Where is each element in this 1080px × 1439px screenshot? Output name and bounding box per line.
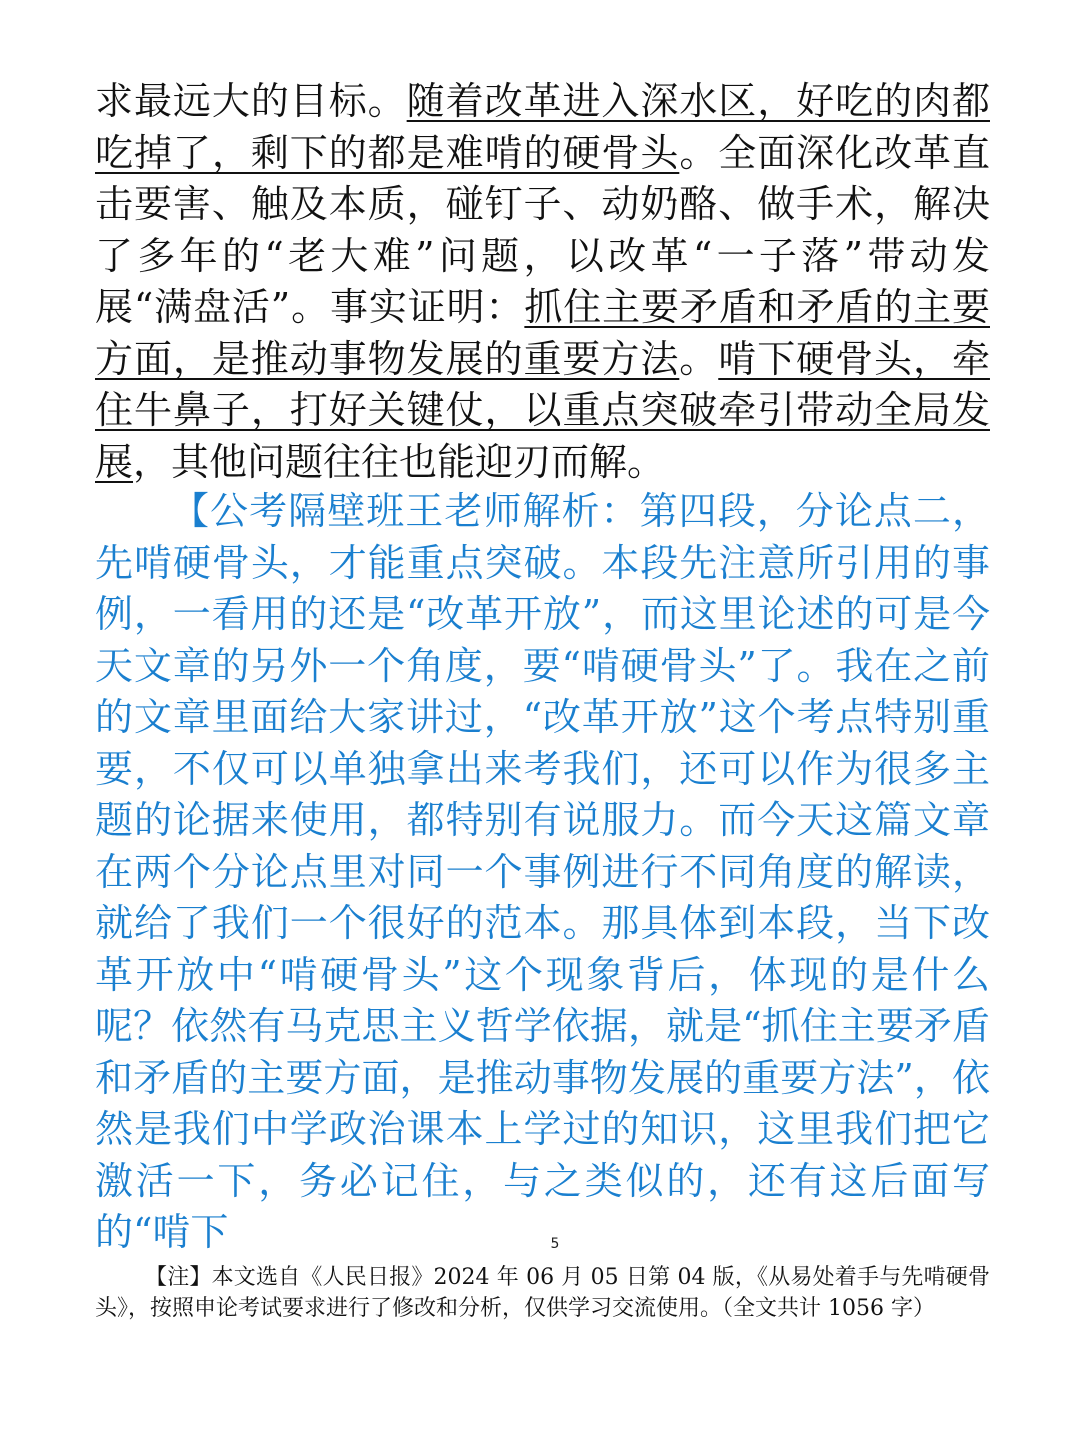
body-text-segment: 。 <box>679 336 719 381</box>
analysis-text: 【公考隔壁班王老师解析：第四段，分论点二，先啃硬骨头，才能重点突破。本段先注意所引用的事例，一看用的还是“改革开放”，而这里论述的可是今天文章的另外一个角度，要“啃硬骨头”了。我在之前的文章里面给大家讲过，“改革开放”这个考点特别重要，不仅可以单独拿出来考我们，还可以作为很多主题的论据来使用，都特别有说服力。而今天这篇文章在两个分论点里对同一个事例进行不同角度的解读，就给了我们一个很好的范本。那具体到本段，当下改革开放中“啃硬骨头”这个现象背后，体现的是什么呢？依然有马克思主义哲学依据，就是“抓住主要矛盾和矛盾的主要方面，是推动事物发展的重要方法”，依然是我们中学政治课本上学过的知识，这里我们把它激活一下，务必记住，与之类似的，还有这后面写的“啃下 <box>95 489 990 1254</box>
body-paragraph <box>95 76 990 488</box>
body-text-segment: ，其他问题往往也能迎刃而解。 <box>133 439 666 484</box>
underlined-sentence: 啃下硬骨头，牵住牛鼻子，打好关键仗，以重点突破牵引带动全局发展 <box>95 336 990 484</box>
analysis-paragraph <box>95 486 990 1259</box>
underlined-sentence: 随着改革进入深水区，好吃的肉都吃掉了，剩下的都是难啃的硬骨头 <box>95 79 990 175</box>
footnote-text: 【注】本文选自《人民日报》2024 年 06 月 05 日第 04 版，《从易处着手与先啃硬骨头》，按照申论考试要求进行了修改和分析，仅供学习交流使用。（全文共计 1056 字） <box>95 1265 990 1321</box>
body-text-segment: 求最远大的目标。 <box>95 79 407 123</box>
underlined-sentence: 抓住主要矛盾和矛盾的主要方面，是推动事物发展的重要方法 <box>95 285 990 381</box>
footnote <box>95 1262 990 1324</box>
page-number: 5 <box>550 1236 560 1252</box>
body-text-segment: 。全面深化改革直击要害、触及本质，碰钉子、动奶酪、做手术，解决了多年的“老大难”问题，以改革“一子落”带动发展“满盘活”。事实证明： <box>95 130 990 329</box>
